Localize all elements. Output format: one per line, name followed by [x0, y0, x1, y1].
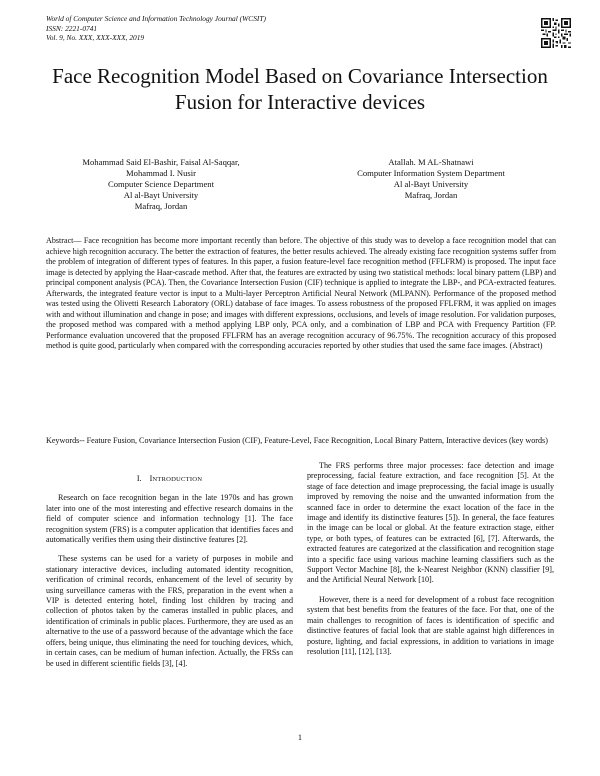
journal-header [46, 14, 266, 43]
journal-volume: Vol. 9, No. XXX, XXX-XXX, 2019 [46, 33, 145, 43]
qr-code-icon [541, 18, 571, 48]
section-title-rest: NTRODUCTION [152, 476, 203, 483]
abstract: Abstract— Face recognition has become more important recently than before. The objective of this study was to develop a face recognition model that can achieve high recognition accuracy. The better the extraction of features, the better results achieved. The already existing face recognition systems suffer from the problem of integration of different types of features. In this paper, a fusion feature-level face recognition method (FFLFRM) is proposed. The input face image is detected by applying the Haar-cascade method. After that, the features are extracted by using two statistical methods: local binary pattern (LBP) and principal component analysis (PCA). Then, the Covariance Intersection Fusion (CIF) technique is applied to integrate the LBP-, and PCA-extracted features. Afterwards, the integrated feature vector is input to a Multi-layer Perceptron Artificial Neural Network (MLPANN). Performance of the proposed method was tested using the Olivetti Research Laboratory (ORL) database of face images. To assess robustness of the proposed FFLFRM, it was applied on images with and without illumination and change in pose; and images with different expressions, occlusions, and levels of image resolution. For validation purposes, the proposed method was compared with a method applying LBP only, PCA only, and a combination of LBP and PCA with Frequency Partition (FP. Performance evaluation uncovered that the proposed FFLFRM has an average recognition accuracy of 96.75%. The recognition accuracy of this proposed method is quite good, particularly when compared with the corresponding accuracies reported by other studies that used the same face images. (Abstract) [46, 236, 556, 350]
keywords: Keywords-- Feature Fusion, Covariance Intersection Fusion (CIF), Feature-Level, Face Recognition, Local Binary Pattern, Interactive devices (key words) [46, 436, 548, 445]
author-1-names: Mohammad Said El-Bashir, Faisal Al-Saqqar, [82, 157, 240, 167]
section-heading [46, 474, 293, 485]
author-1-university: Al al-Bayt University [123, 190, 199, 200]
paragraph: These systems can be used for a variety of purposes in mobile and stationary interactive devices, including automated identity recognition, verification of criminal records, enhancement of the level of security by using surveillance cameras with the FRS, preparation in the event when a VIP is detected entering hotel, finding lost children by tracing and collection of photos taken by the cameras installed in public places, and identification of criminals in public places. Furthermore, they are used as an alternative to the use of a password because of the advantage which the face offers, being unique, thus eliminating the need for touching devices, which, in certain cases, can be medium of human infection. Actually, the FRSs can be used in different scientific fields [3], [4]. [46, 554, 293, 668]
author-block-2 [316, 157, 546, 201]
column-left [46, 474, 293, 678]
author-1-names-cont: Mohammad I. Nusir [126, 168, 196, 178]
paragraph: Research on face recognition began in the late 1970s and has grown later into one of the most interesting and effective research domains in the field of computer science and information technology [1]. The face recognition system (FRS) is a computer application that identifies faces and automatically verifies them using their distinctive features [2]. [46, 493, 293, 545]
author-1-department: Computer Science Department [108, 179, 214, 189]
author-2-university: Al al-Bayt University [393, 179, 469, 189]
author-2-department: Computer Information System Department [357, 168, 505, 178]
section-initial: I [149, 474, 153, 483]
page-number: 1 [297, 733, 303, 742]
paragraph: However, there is a need for development of a robust face recognition system that best benefits from the features of the face. For that, one of the main challenges to recognition of faces is identification of specific and distinctive features of facial look that are stable against high differences in posture, lighting, and facial expressions, in addition to variations in image resolution [11], [12], [13]. [307, 594, 554, 656]
author-2-name: Atallah. M AL-Shatnawi [388, 157, 474, 167]
section-number: I. [136, 474, 142, 483]
author-1-location: Mafraq, Jordan [134, 201, 188, 211]
journal-issn: ISSN: 2221-0741 [46, 23, 98, 33]
journal-name: World of Computer Science and Information Technology Journal (WCSIT) [46, 14, 266, 23]
column-right [307, 461, 554, 666]
author-2-location: Mafraq, Jordan [404, 190, 458, 200]
author-block-1 [56, 157, 266, 212]
paper-title: Face Recognition Model Based on Covariance Intersection Fusion for Interactive devices [52, 64, 548, 114]
paragraph: The FRS performs three major processes: face detection and image preprocessing, facial feature extraction, and face recognition [5]. At the stage of face detection and image preprocessing, the facial image is usually improved by removing the noise and the unwanted information from the scanned face in order to determine the exact location of the face in the image and identify its distinctive features [5]). In general, the face features in the image can be local or global. At the feature extraction stage, either type, or both types, of features can be extracted [6], [7]. Afterwards, the extracted features are categorized at the classification and recognition stage into a specific face using various machine learning classifiers such as the Support Vector Machine [8], the k-Nearest Neighbor (KNN) classifier [9], and the Artificial Neural Network [10]. [307, 461, 554, 585]
